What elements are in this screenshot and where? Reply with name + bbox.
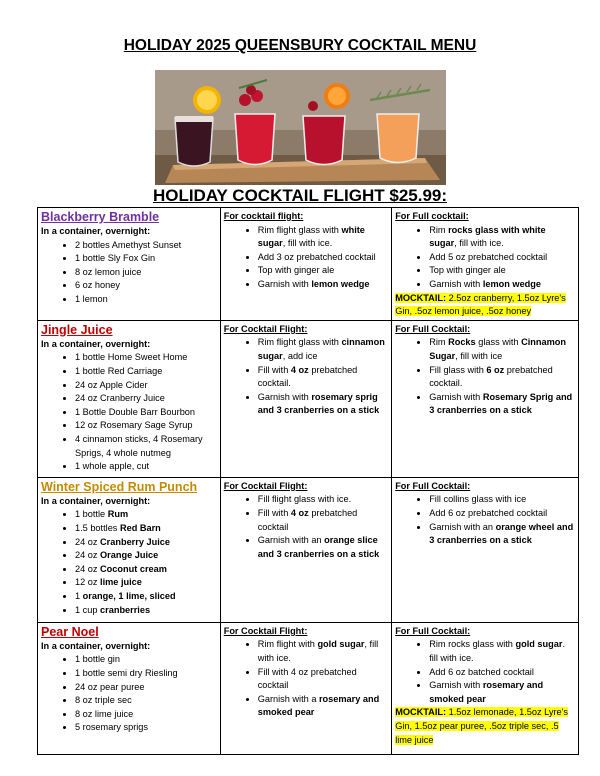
step-list bbox=[224, 336, 388, 418]
list-item: • 24 oz Cranberry Juice bbox=[75, 536, 217, 550]
list-item: • Fill with 4 oz prebatched cocktail bbox=[258, 507, 388, 534]
step-list bbox=[395, 493, 575, 547]
list-item: • Garnish with lemon wedge bbox=[429, 278, 575, 292]
list-item: • Rim rocks glass with gold sugar. fill with ice. bbox=[429, 638, 575, 665]
list-item: • Rim flight glass with cinnamon sugar, add ice bbox=[258, 336, 388, 363]
flight-heading: For Cocktail Flight: bbox=[223, 625, 308, 636]
list-item: • Fill glass with 6 oz prebatched cocktail. bbox=[429, 364, 575, 391]
list-item: • Garnish with rosemary sprig and 3 cranberries on a stick bbox=[258, 391, 388, 418]
cocktail-menu-table bbox=[37, 207, 579, 755]
recipe-lead: In a container, overnight: bbox=[41, 338, 151, 349]
flight-heading: For Cocktail Flight: bbox=[223, 480, 308, 491]
recipe-lead: In a container, overnight: bbox=[41, 495, 151, 506]
recipe-cell bbox=[38, 320, 221, 477]
list-item: • Fill with 4 oz prebatched cocktail bbox=[258, 666, 388, 693]
list-item: • Rim flight glass with white sugar, fill with ice. bbox=[258, 224, 388, 251]
list-item: • 1 bottle Sly Fox Gin bbox=[75, 252, 217, 266]
step-list bbox=[224, 224, 388, 292]
list-item: • Add 6 oz batched cocktail bbox=[429, 666, 575, 680]
list-item: • 4 cinnamon sticks, 4 Rosemary Sprigs, 4 whole nutmeg bbox=[75, 433, 217, 460]
list-item: • Garnish with a rosemary and smoked pear bbox=[258, 693, 388, 720]
list-item: • Fill collins glass with ice bbox=[429, 493, 575, 507]
list-item: • Fill flight glass with ice. bbox=[258, 493, 388, 507]
list-item: • 1 bottle gin bbox=[75, 653, 217, 667]
ingredient-list bbox=[41, 351, 217, 473]
list-item: • 1.5 bottles Red Barn bbox=[75, 522, 217, 536]
list-item: • Fill with 4 oz prebatched cocktail. bbox=[258, 364, 388, 391]
flight-price-heading: HOLIDAY COCKTAIL FLIGHT $25.99: bbox=[152, 186, 448, 205]
cocktail-name: Pear Noel bbox=[41, 624, 99, 639]
list-item: • Add 3 oz prebatched cocktail bbox=[258, 251, 388, 265]
list-item: • 8 oz triple sec bbox=[75, 694, 217, 708]
menu-title: HOLIDAY 2025 QUEENSBURY COCKTAIL MENU bbox=[123, 37, 477, 54]
list-item: • 1 bottle Rum bbox=[75, 508, 217, 522]
recipe-cell bbox=[38, 622, 221, 754]
list-item: • Top with ginger ale bbox=[429, 264, 575, 278]
list-item: • Rim rocks glass with white sugar, fill with ice. bbox=[429, 224, 575, 251]
full-cell bbox=[392, 208, 579, 321]
cocktail-name: Jingle Juice bbox=[41, 322, 113, 337]
flight-cell bbox=[220, 622, 391, 754]
list-item: • 1 whole apple, cut bbox=[75, 460, 217, 474]
cocktail-name: Blackberry Bramble bbox=[41, 210, 160, 224]
step-list bbox=[395, 336, 575, 418]
list-item: • Rim Rocks glass with Cinnamon Sugar, fill with ice bbox=[429, 336, 575, 363]
list-item: • 1 bottle Red Carriage bbox=[75, 365, 217, 379]
list-item: • 2 bottles Amethyst Sunset bbox=[75, 239, 217, 253]
flight-heading: For cocktail flight: bbox=[223, 211, 304, 221]
cocktail-name: Winter Spiced Rum Punch bbox=[41, 479, 198, 494]
list-item: • 24 oz Orange Juice bbox=[75, 549, 217, 563]
flight-cell bbox=[220, 477, 391, 622]
list-item: • 6 oz honey bbox=[75, 279, 217, 293]
full-heading: For Full Cocktail: bbox=[395, 480, 471, 491]
flight-cell bbox=[220, 320, 391, 477]
list-item: • 8 oz lime juice bbox=[75, 708, 217, 722]
full-heading: For Full Cocktail: bbox=[395, 323, 471, 334]
mocktail-note: MOCKTAIL: 2.5oz cranberry, 1.5oz Lyre's Gin, .5oz lemon juice, .5oz honey bbox=[395, 292, 566, 317]
list-item: • 8 oz lemon juice bbox=[75, 266, 217, 280]
list-item: • 1 cup cranberries bbox=[75, 604, 217, 618]
full-heading: For Full cocktail: bbox=[395, 211, 469, 221]
recipe-lead: In a container, overnight: bbox=[41, 226, 151, 236]
step-list bbox=[395, 638, 575, 706]
full-cell bbox=[392, 320, 579, 477]
full-cell bbox=[392, 622, 579, 754]
ingredient-list bbox=[41, 239, 217, 307]
list-item: • 24 oz pear puree bbox=[75, 681, 217, 695]
list-item: • Garnish with Rosemary Sprig and 3 cranberries on a stick bbox=[429, 391, 575, 418]
recipe-lead: In a container, overnight: bbox=[41, 640, 151, 651]
list-item: • 24 oz Cranberry Juice bbox=[75, 392, 217, 406]
ingredient-list bbox=[41, 653, 217, 735]
list-item: • 1 bottle Home Sweet Home bbox=[75, 351, 217, 365]
list-item: • 1 lemon bbox=[75, 293, 217, 307]
flight-heading: For Cocktail Flight: bbox=[223, 323, 308, 334]
list-item: • 5 rosemary sprigs bbox=[75, 721, 217, 735]
list-item: • 24 oz Coconut cream bbox=[75, 563, 217, 577]
recipe-cell bbox=[38, 477, 221, 622]
table-row bbox=[38, 320, 579, 477]
list-item: • Rim flight with gold sugar, fill with ice. bbox=[258, 638, 388, 665]
list-item: • Garnish with lemon wedge bbox=[258, 278, 388, 292]
list-item: • Add 5 oz prebatched cocktail bbox=[429, 251, 575, 265]
list-item: • 1 Bottle Double Barr Bourbon bbox=[75, 406, 217, 420]
step-list bbox=[224, 638, 388, 720]
step-list bbox=[224, 493, 388, 561]
list-item: • Garnish with rosemary and smoked pear bbox=[429, 679, 575, 706]
table-row bbox=[38, 208, 579, 321]
list-item: • Garnish with an orange slice and 3 cranberries on a stick bbox=[258, 534, 388, 561]
cocktail-flight-photo bbox=[155, 70, 446, 185]
list-item: • Top with ginger ale bbox=[258, 264, 388, 278]
list-item: • 24 oz Apple Cider bbox=[75, 379, 217, 393]
list-item: • 12 oz lime juice bbox=[75, 576, 217, 590]
flight-cell bbox=[220, 208, 391, 321]
full-heading: For Full Cocktail: bbox=[395, 625, 471, 636]
step-list bbox=[395, 224, 575, 292]
table-row bbox=[38, 622, 579, 754]
list-item: • Garnish with an orange wheel and 3 cranberries on a stick bbox=[429, 521, 575, 548]
mocktail-note: MOCKTAIL: 1.5oz lemonade, 1.5oz Lyre's Gin, 1.5oz pear puree, .5oz triple sec, .5 lime juice bbox=[395, 707, 568, 745]
list-item: • 1 orange, 1 lime, sliced bbox=[75, 590, 217, 604]
ingredient-list bbox=[41, 508, 217, 617]
list-item: • 12 oz Rosemary Sage Syrup bbox=[75, 419, 217, 433]
list-item: • Add 6 oz prebatched cocktail bbox=[429, 507, 575, 521]
recipe-cell bbox=[38, 208, 221, 321]
list-item: • 1 bottle semi dry Riesling bbox=[75, 667, 217, 681]
full-cell bbox=[392, 477, 579, 622]
table-row bbox=[38, 477, 579, 622]
